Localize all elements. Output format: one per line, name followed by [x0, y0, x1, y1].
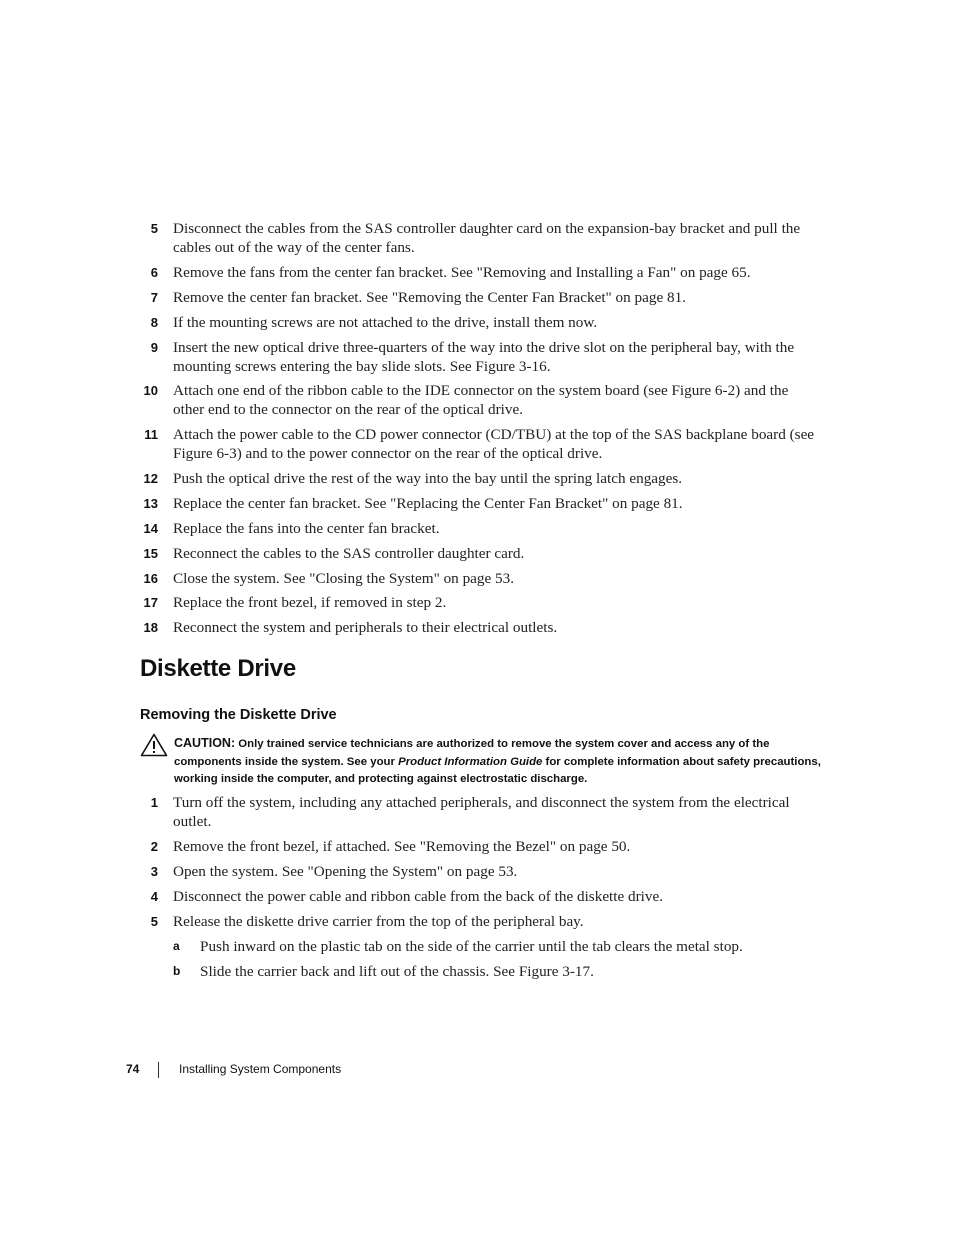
- subsection-title: Removing the Diskette Drive: [140, 707, 337, 723]
- step-text: Open the system. See "Opening the System" on page 53.: [173, 863, 518, 880]
- step-number: 3: [150, 864, 158, 879]
- step-number: 1: [150, 795, 158, 810]
- caution-body-start: Only trained service technicians are authorized to remove the system cover and access any of the components inside the system. See your: [174, 738, 770, 768]
- step-text: Disconnect the cables from the SAS controller daughter card on the expansion-bay bracket and pull the cables out of the way of the center fans.: [173, 220, 801, 256]
- substep-text: Push inward on the plastic tab on the side of the carrier until the tab clears the metal stop.: [200, 938, 743, 955]
- page-number: 74: [126, 1062, 140, 1076]
- step-number: 4: [150, 889, 158, 904]
- step-text: Replace the front bezel, if removed in step 2.: [173, 594, 447, 611]
- step-number: 17: [143, 595, 158, 610]
- caution-body-end: for complete information about safety precautions, working inside the computer, and protecting against electrostatic discharge.: [174, 755, 821, 785]
- step-text: Remove the center fan bracket. See "Removing the Center Fan Bracket" on page 81.: [173, 289, 686, 306]
- step-number: 11: [144, 427, 158, 442]
- step-text: Remove the fans from the center fan bracket. See "Removing and Installing a Fan" on page 65.: [173, 264, 751, 281]
- warning-triangle-icon: [140, 733, 168, 757]
- step-number: 2: [150, 839, 158, 854]
- step-text: Push the optical drive the rest of the way into the bay until the spring latch engages.: [173, 470, 683, 487]
- substep-letter: a: [173, 939, 180, 953]
- step-text: Replace the fans into the center fan bracket.: [173, 520, 440, 537]
- step-number: 10: [143, 383, 158, 398]
- caution-guide-title: Product Information Guide: [398, 755, 543, 768]
- step-text: Remove the front bezel, if attached. See "Removing the Bezel" on page 50.: [173, 838, 631, 855]
- step-number: 5: [150, 914, 158, 929]
- step-number: 8: [150, 315, 158, 330]
- step-text: Disconnect the power cable and ribbon cable from the back of the diskette drive.: [173, 888, 664, 905]
- step-number: 13: [143, 496, 158, 511]
- step-number: 14: [143, 521, 158, 536]
- step-text: Attach the power cable to the CD power connector (CD/TBU) at the top of the SAS backplane board (see Figure 6-3) and to the power connector on the rear of the optical drive.: [173, 426, 815, 462]
- substep-text: Slide the carrier back and lift out of the chassis. See Figure 3-17.: [200, 963, 594, 980]
- step-number: 7: [150, 290, 158, 305]
- step-number: 9: [150, 340, 158, 355]
- step-text: Release the diskette drive carrier from the top of the peripheral bay.: [173, 913, 584, 930]
- substep-letter: b: [173, 964, 181, 978]
- step-text: Turn off the system, including any attached peripherals, and disconnect the system from the electrical outlet.: [173, 794, 790, 830]
- caution-text: [174, 735, 824, 789]
- step-number: 5: [150, 221, 158, 236]
- step-text: Close the system. See "Closing the System" on page 53.: [173, 570, 515, 587]
- footer-chapter-title: Installing System Components: [179, 1062, 342, 1076]
- step-text: Reconnect the cables to the SAS controller daughter card.: [173, 545, 525, 562]
- footer-divider: [158, 1062, 159, 1078]
- step-number: 18: [143, 620, 158, 635]
- section-title: Diskette Drive: [140, 655, 296, 682]
- step-text: Insert the new optical drive three-quarters of the way into the drive slot on the peripheral bay, with the mounting screws entering the bay slide slots. See Figure 3-16.: [173, 339, 795, 375]
- caution-label: CAUTION:: [174, 736, 236, 750]
- step-number: 16: [143, 571, 158, 586]
- step-text: Replace the center fan bracket. See "Replacing the Center Fan Bracket" on page 81.: [173, 495, 683, 512]
- step-text: If the mounting screws are not attached to the drive, install them now.: [173, 314, 598, 331]
- step-number: 6: [150, 265, 158, 280]
- step-number: 15: [143, 546, 158, 561]
- step-number: 12: [143, 471, 158, 486]
- step-text: Attach one end of the ribbon cable to the IDE connector on the system board (see Figure 6-2) and the other end to the connector on the rear of the optical drive.: [173, 382, 789, 418]
- step-text: Reconnect the system and peripherals to their electrical outlets.: [173, 619, 558, 636]
